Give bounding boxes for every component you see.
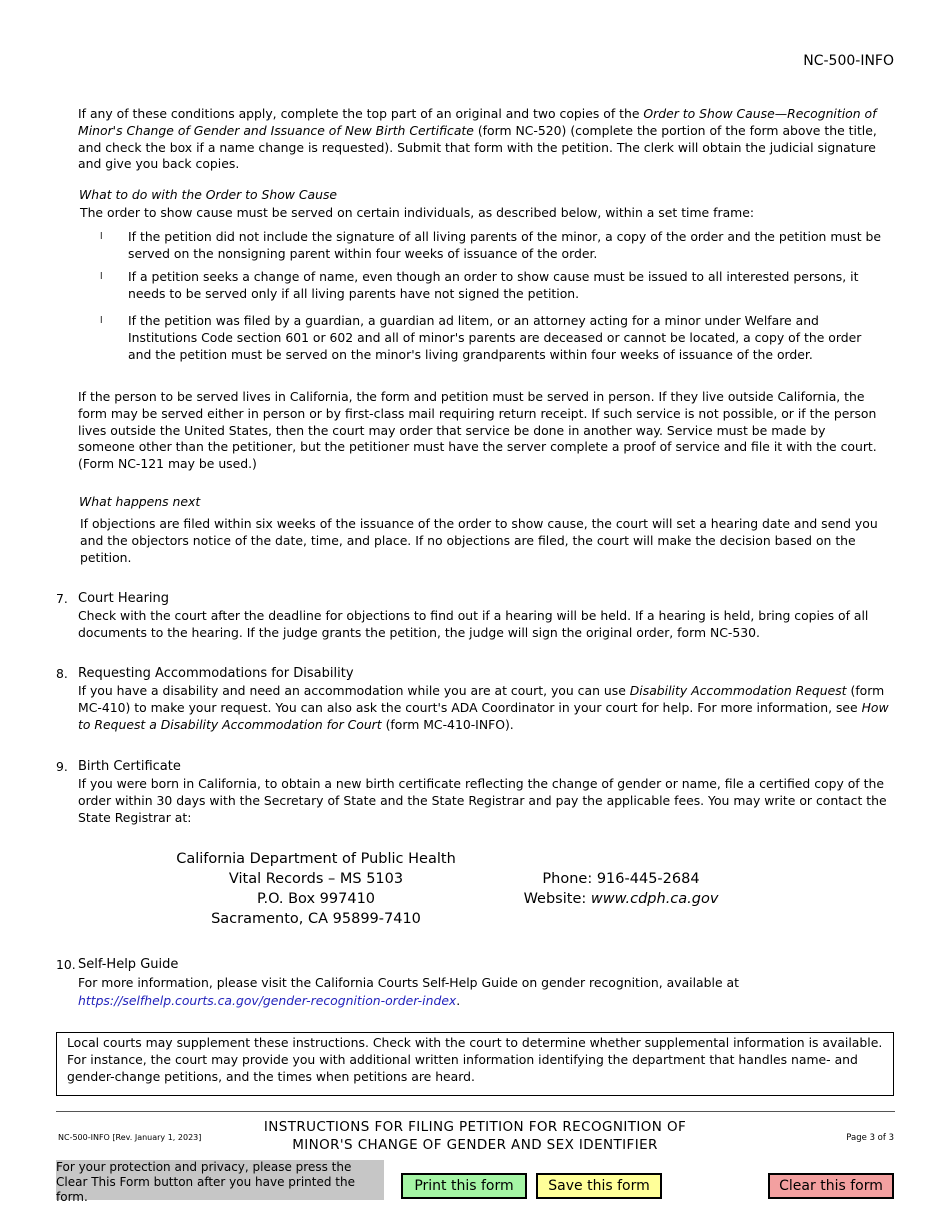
s8-text-cont: (form MC-410) to make your request. You can also ask the court's ADA Coordinator in your court for help. For more information, see bbox=[78, 683, 885, 715]
bullet-item: If a petition seeks a change of name, even though an order to show cause must be issued to all interested persons, it needs to be served only if all living parents have not signed the petition. bbox=[128, 269, 859, 301]
contact-info bbox=[500, 869, 742, 909]
bullet-marker: l bbox=[100, 232, 103, 242]
address-line: Vital Records – MS 5103 bbox=[228, 871, 404, 887]
save-form-button[interactable]: Save this form bbox=[536, 1173, 662, 1199]
section-7-number: 7. bbox=[56, 591, 68, 606]
bullet-marker: l bbox=[100, 316, 103, 326]
website-line bbox=[500, 889, 742, 909]
address-line: California Department of Public Health bbox=[176, 851, 456, 867]
website-label: Website: bbox=[523, 891, 591, 907]
intro-form-title: Order to Show Cause—Recognition of Minor's Change of Gender and Issuance of New Birth Certificate bbox=[78, 106, 877, 138]
bullet-item: If the petition was filed by a guardian, a guardian ad litem, or an attorney acting for a minor under Welfare and Institutions Code section 601 or 602 and all of minor's parents are deceased or cannot be located, a copy of the order and the petition must be served on the minor's living grandparents within four weeks of issuance of the order. bbox=[128, 313, 862, 362]
next-body: If objections are filed within six weeks of the issuance of the order to show cause, the court will set a hearing date and send you and the objectors notice of the date, time, and place. If no objections are filed, the court will make the decision based on the petition. bbox=[80, 516, 878, 565]
mailing-address bbox=[150, 849, 482, 929]
phone-number: Phone: 916-445-2684 bbox=[542, 871, 700, 887]
s8-text: If you have a disability and need an accommodation while you are at court, you can use bbox=[78, 683, 630, 698]
link-period: . bbox=[456, 993, 461, 1008]
section-10-link-line bbox=[78, 993, 890, 1010]
footer-divider bbox=[56, 1111, 895, 1112]
s8-form-title-2: How to Request a Disability Accommodation for Court bbox=[78, 699, 889, 732]
section-10-body: For more information, please visit the California Courts Self-Help Guide on gender recognition, available at bbox=[78, 975, 739, 990]
section-7-title: Court Hearing bbox=[78, 591, 170, 606]
print-form-button[interactable]: Print this form bbox=[401, 1173, 527, 1199]
order-lead: The order to show cause must be served on certain individuals, as described below, within a set time frame: bbox=[80, 205, 755, 220]
website-text: www.cdph.ca.gov bbox=[590, 891, 719, 907]
section-10-title: Self-Help Guide bbox=[78, 957, 179, 972]
page-number: Page 3 of 3 bbox=[846, 1133, 894, 1143]
section-9-number: 9. bbox=[56, 759, 68, 774]
order-heading: What to do with the Order to Show Cause bbox=[79, 187, 338, 202]
self-help-link[interactable]: https://selfhelp.courts.ca.gov/gender-recognition-order-index bbox=[78, 993, 457, 1008]
section-7-body: Check with the court after the deadline for objections to find out if a hearing will be held. If a hearing is held, bring copies of all documents to the hearing. If the judge grants the petition, the judge will sign the original order, form NC-530. bbox=[78, 608, 869, 640]
service-paragraph: If the person to be served lives in California, the form and petition must be served in person. If they live outside California, the form may be served either in person or by first-class mail requiring return receipt. If such service is not possible, or if the person lives outside the United States, then the court may order that service be done in another way. Service must be made by someone other than the petitioner, but the petitioner must have the server complete a proof of service and file it with the court. (Form NC-121 may be used.) bbox=[78, 389, 877, 472]
bullet-marker: l bbox=[100, 272, 103, 282]
local-courts-notice bbox=[56, 1032, 894, 1096]
bullet-item: If the petition did not include the signature of all living parents of the minor, a copy of the order and the petition must be served on the nonsigning parent within four weeks of issuance of the order. bbox=[128, 229, 881, 261]
footer-revision: NC-500-INFO [Rev. January 1, 2023] bbox=[58, 1133, 202, 1142]
s8-form-title: Disability Accommodation Request bbox=[629, 683, 847, 698]
form-id: NC-500-INFO bbox=[803, 53, 894, 69]
section-9-body: If you were born in California, to obtain a new birth certificate reflecting the change of gender or name, file a certified copy of the order within 30 days with the Secretary of State and the State Registrar and pay the applicable fees. You may write or contact the State Registrar at: bbox=[78, 776, 887, 825]
footer-title-line: INSTRUCTIONS FOR FILING PETITION FOR RECOGNITION OF bbox=[263, 1119, 687, 1135]
next-heading: What happens next bbox=[79, 494, 201, 509]
section-8-body bbox=[78, 683, 890, 733]
s8-text-end: (form MC-410-INFO). bbox=[381, 716, 514, 732]
intro-paragraph bbox=[78, 106, 878, 173]
intro-text-cont: (form NC-520) (complete the portion of the form above the title, and check the box if a name change is requested). Submit that form with the petition. The clerk will obtain the judicial signature and give you back copies. bbox=[78, 122, 877, 172]
footer-title bbox=[225, 1118, 725, 1154]
address-line: P.O. Box 997410 bbox=[256, 891, 376, 907]
section-10-number: 10. bbox=[56, 957, 76, 972]
privacy-note: For your protection and privacy, please press the Clear This Form button after you have printed the form. bbox=[56, 1160, 384, 1200]
section-8-number: 8. bbox=[56, 666, 68, 681]
section-9-title: Birth Certificate bbox=[78, 759, 181, 774]
address-line: Sacramento, CA 95899-7410 bbox=[211, 911, 421, 927]
intro-text: If any of these conditions apply, complete the top part of an original and two copies of the bbox=[78, 106, 644, 121]
footer-title-line: MINOR'S CHANGE OF GENDER AND SEX IDENTIFIER bbox=[292, 1137, 658, 1153]
section-8-title: Requesting Accommodations for Disability bbox=[78, 666, 354, 681]
notice-text: Local courts may supplement these instructions. Check with the court to determine whether supplemental information is available. For instance, the court may provide you with additional written information identifying the department that handles name- and gender-change petitions, and the times when petitions are heard. bbox=[67, 1035, 883, 1084]
clear-form-button[interactable]: Clear this form bbox=[768, 1173, 894, 1199]
